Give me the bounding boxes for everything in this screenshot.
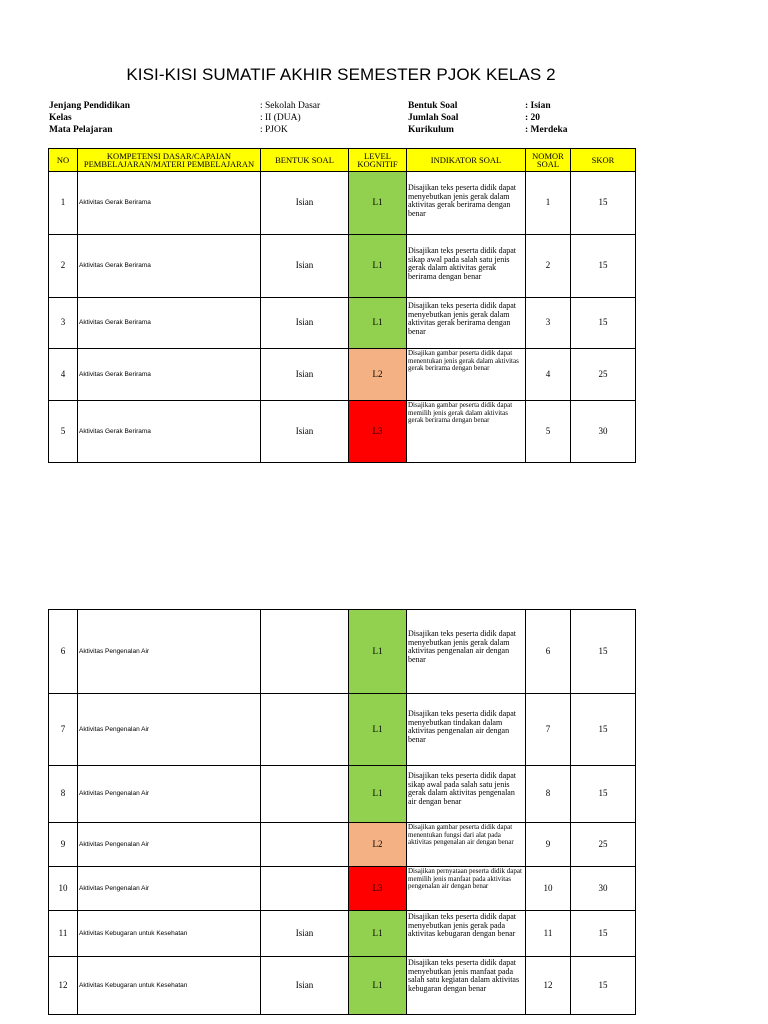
cell-kompetensi: Aktivitas Gerak Berirama [78, 172, 261, 235]
cell-bentuk-soal: Isian [261, 401, 349, 463]
cell-indikator: Disajikan gambar peserta didik dapat menentukan fungsi dari alat pada aktivitas pengenalan air dengan benar [407, 823, 526, 867]
cell-nomor-soal: 5 [526, 401, 571, 463]
cell-kompetensi: Aktivitas Gerak Berirama [78, 298, 261, 349]
cell-no: 6 [49, 610, 78, 694]
cell-level-kognitif: L1 [349, 610, 407, 694]
document-title: KISI-KISI SUMATIF AKHIR SEMESTER PJOK KELAS 2 [126, 65, 556, 84]
cell-kompetensi: Aktivitas Pengenalan Air [78, 823, 261, 867]
cell-nomor-soal: 1 [526, 172, 571, 235]
table-row [49, 610, 636, 694]
cell-kompetensi: Aktivitas Gerak Berirama [78, 349, 261, 401]
cell-no: 3 [49, 298, 78, 349]
cell-nomor-soal: 9 [526, 823, 571, 867]
cell-indikator: Disajikan teks peserta didik dapat sikap awal pada salah satu jenis gerak dalam aktivitas gerak berirama dengan benar [407, 235, 526, 298]
info-label-bentuk-soal: Bentuk Soal [408, 101, 458, 111]
table-row [49, 911, 636, 957]
cell-bentuk-soal [261, 694, 349, 766]
cell-level-kognitif: L2 [349, 349, 407, 401]
cell-bentuk-soal [261, 766, 349, 823]
cell-indikator: Disajikan teks peserta didik dapat menyebutkan jenis gerak pada aktivitas kebugaran dengan benar [407, 911, 526, 957]
cell-level-kognitif: L1 [349, 298, 407, 349]
table-row [49, 823, 636, 867]
cell-bentuk-soal: Isian [261, 172, 349, 235]
info-label-jenjang: Jenjang Pendidikan [49, 101, 131, 111]
cell-bentuk-soal: Isian [261, 349, 349, 401]
cell-nomor-soal: 10 [526, 867, 571, 911]
cell-no: 11 [49, 911, 78, 957]
cell-bentuk-soal [261, 823, 349, 867]
cell-no: 9 [49, 823, 78, 867]
cell-no: 7 [49, 694, 78, 766]
table-row [49, 298, 636, 349]
header-nomor-soal: NOMOR SOAL [526, 149, 571, 172]
cell-skor: 30 [571, 401, 636, 463]
cell-no: 2 [49, 235, 78, 298]
cell-skor: 15 [571, 957, 636, 1015]
info-value-mapel: : PJOK [260, 125, 288, 135]
cell-nomor-soal: 6 [526, 610, 571, 694]
cell-nomor-soal: 12 [526, 957, 571, 1015]
info-value-jenjang: : Sekolah Dasar [260, 101, 321, 111]
table-row [49, 401, 636, 463]
table-row [49, 349, 636, 401]
cell-indikator: Disajikan teks peserta didik dapat menyebutkan jenis gerak dalam aktivitas gerak berirama dengan benar [407, 298, 526, 349]
kisi-kisi-table-2 [48, 609, 636, 1015]
cell-level-kognitif: L3 [349, 867, 407, 911]
cell-skor: 15 [571, 694, 636, 766]
cell-skor: 30 [571, 867, 636, 911]
cell-level-kognitif: L1 [349, 766, 407, 823]
cell-nomor-soal: 2 [526, 235, 571, 298]
cell-nomor-soal: 7 [526, 694, 571, 766]
cell-skor: 15 [571, 610, 636, 694]
info-label-mapel: Mata Pelajaran [49, 125, 113, 135]
cell-level-kognitif: L1 [349, 911, 407, 957]
cell-indikator: Disajikan teks peserta didik dapat menyebutkan tindakan dalam aktivitas pengenalan air dengan benar [407, 694, 526, 766]
cell-skor: 25 [571, 823, 636, 867]
cell-level-kognitif: L2 [349, 823, 407, 867]
cell-skor: 25 [571, 349, 636, 401]
info-value-kurikulum: : Merdeka [525, 125, 568, 135]
table-row [49, 766, 636, 823]
cell-kompetensi: Aktivitas Gerak Berirama [78, 401, 261, 463]
cell-kompetensi: Aktivitas Kebugaran untuk Kesehatan [78, 911, 261, 957]
cell-indikator: Disajikan teks peserta didik dapat menyebutkan jenis gerak dalam aktivitas gerak berirama dengan benar [407, 172, 526, 235]
cell-nomor-soal: 3 [526, 298, 571, 349]
cell-skor: 15 [571, 172, 636, 235]
cell-no: 10 [49, 867, 78, 911]
info-value-bentuk-soal: : Isian [525, 101, 551, 111]
cell-kompetensi: Aktivitas Kebugaran untuk Kesehatan [78, 957, 261, 1015]
cell-no: 1 [49, 172, 78, 235]
info-value-jumlah-soal: : 20 [525, 113, 541, 123]
header-skor: SKOR [571, 149, 636, 172]
cell-indikator: Disajikan teks peserta didik dapat menyebutkan jenis gerak dalam aktivitas pengenalan air dengan benar [407, 610, 526, 694]
header-bentuk-soal: BENTUK SOAL [261, 149, 349, 172]
cell-kompetensi: Aktivitas Pengenalan Air [78, 766, 261, 823]
kisi-kisi-table-1 [48, 148, 636, 463]
cell-level-kognitif: L1 [349, 957, 407, 1015]
header-indikator-soal: INDIKATOR SOAL [407, 149, 526, 172]
cell-indikator: Disajikan teks peserta didik dapat sikap awal pada salah satu jenis gerak dalam aktivitas pengenalan air dengan benar [407, 766, 526, 823]
cell-no: 4 [49, 349, 78, 401]
cell-no: 5 [49, 401, 78, 463]
table-header-row [49, 149, 636, 172]
cell-skor: 15 [571, 911, 636, 957]
cell-skor: 15 [571, 235, 636, 298]
cell-kompetensi: Aktivitas Pengenalan Air [78, 610, 261, 694]
cell-bentuk-soal: Isian [261, 298, 349, 349]
cell-kompetensi: Aktivitas Pengenalan Air [78, 694, 261, 766]
info-label-kelas: Kelas [49, 113, 72, 123]
cell-bentuk-soal: Isian [261, 911, 349, 957]
cell-bentuk-soal: Isian [261, 957, 349, 1015]
cell-bentuk-soal: Isian [261, 235, 349, 298]
cell-indikator: Disajikan pernyataan peserta didik dapat memilih jenis manfaat pada aktivitas pengenalan air dengan benar [407, 867, 526, 911]
cell-nomor-soal: 4 [526, 349, 571, 401]
table-row [49, 172, 636, 235]
cell-skor: 15 [571, 298, 636, 349]
header-level-kognitif: LEVEL KOGNITIF [349, 149, 407, 172]
cell-indikator: Disajikan teks peserta didik dapat menyebutkan jenis manfaat pada salah satu kegiatan dalam aktivitas kebugaran dengan benar [407, 957, 526, 1015]
cell-level-kognitif: L1 [349, 694, 407, 766]
table-row [49, 694, 636, 766]
cell-bentuk-soal [261, 867, 349, 911]
cell-no: 12 [49, 957, 78, 1015]
table-row [49, 235, 636, 298]
cell-no: 8 [49, 766, 78, 823]
cell-skor: 15 [571, 766, 636, 823]
cell-indikator: Disajikan gambar peserta didik dapat menentukan jenis gerak dalam aktivitas gerak berirama dengan benar [407, 349, 526, 401]
cell-nomor-soal: 8 [526, 766, 571, 823]
table-row [49, 867, 636, 911]
cell-level-kognitif: L3 [349, 401, 407, 463]
header-no: NO [49, 149, 78, 172]
info-label-jumlah-soal: Jumlah Soal [408, 113, 459, 123]
cell-bentuk-soal [261, 610, 349, 694]
info-label-kurikulum: Kurikulum [408, 125, 454, 135]
table-row [49, 957, 636, 1015]
cell-level-kognitif: L1 [349, 172, 407, 235]
cell-kompetensi: Aktivitas Gerak Berirama [78, 235, 261, 298]
cell-indikator: Disajikan gambar peserta didik dapat memilih jenis gerak dalam aktivitas gerak berirama dengan benar [407, 401, 526, 463]
info-value-kelas: : II (DUA) [260, 113, 301, 123]
cell-level-kognitif: L1 [349, 235, 407, 298]
cell-nomor-soal: 11 [526, 911, 571, 957]
header-kompetensi: KOMPETENSI DASAR/CAPAIAN PEMBELAJARAN/MATERI PEMBELAJARAN [78, 149, 261, 172]
cell-kompetensi: Aktivitas Pengenalan Air [78, 867, 261, 911]
